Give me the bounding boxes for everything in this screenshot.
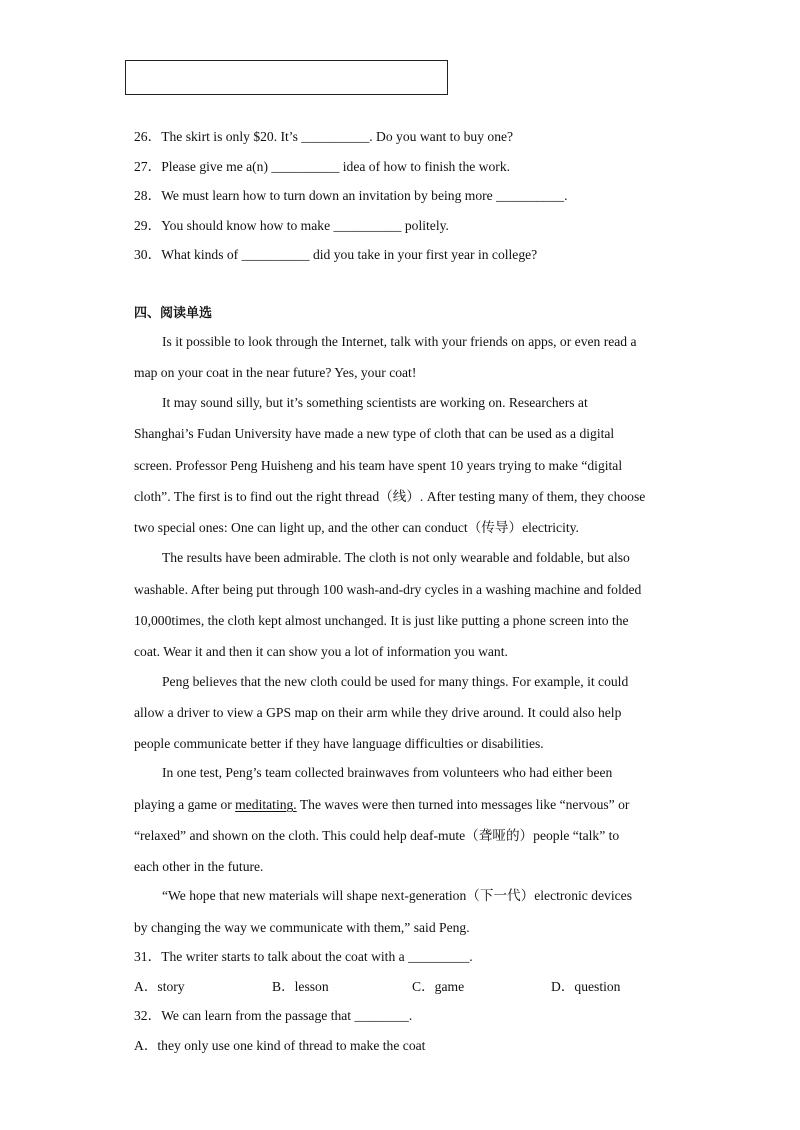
passage-line: each other in the future. — [134, 859, 264, 874]
question-31: 31．The writer starts to talk about the coat with a _________. — [134, 949, 473, 964]
option-a: A．story — [134, 979, 185, 994]
question-28: 28．We must learn how to turn down an invitation by being more __________. — [134, 188, 568, 203]
question-32: 32．We can learn from the passage that ________. — [134, 1008, 413, 1023]
passage-line: by changing the way we communicate with them,” said Peng. — [134, 920, 470, 935]
passage-line: It may sound silly, but it’s something scientists are working on. Researchers at — [162, 395, 588, 410]
name-box — [125, 60, 448, 95]
underlined-word: meditating. — [235, 797, 297, 812]
option-c: C．game — [412, 979, 465, 994]
passage-line: people communicate better if they have language difficulties or disabilities. — [134, 736, 544, 751]
passage-line: map on your coat in the near future? Yes, your coat! — [134, 365, 417, 380]
option-b: B．lesson — [272, 979, 329, 994]
passage-line: cloth”. The first is to find out the right thread（线）. After testing many of them, they choose — [134, 489, 646, 504]
passage-line: screen. Professor Peng Huisheng and his team have spent 10 years trying to make “digital — [134, 458, 623, 473]
question-26: 26．The skirt is only $20. It’s __________. Do you want to buy one? — [134, 129, 514, 144]
passage-line: coat. Wear it and then it can show you a lot of information you want. — [134, 644, 508, 659]
passage-line: Is it possible to look through the Internet, talk with your friends on apps, or even read a — [162, 334, 637, 349]
passage-line: washable. After being put through 100 wash-and-dry cycles in a washing machine and folded — [134, 582, 642, 597]
passage-line: The results have been admirable. The cloth is not only wearable and foldable, but also — [162, 550, 630, 565]
passage-line: Peng believes that the new cloth could be used for many things. For example, it could — [162, 674, 629, 689]
question-29: 29．You should know how to make __________ politely. — [134, 218, 449, 233]
passage-line: “relaxed” and shown on the cloth. This could help deaf-mute（聋哑的）people “talk” to — [134, 828, 620, 843]
option-a: A．they only use one kind of thread to make the coat — [134, 1038, 426, 1053]
passage-line: “We hope that new materials will shape next-generation（下一代）electronic devices — [162, 888, 632, 903]
passage-line: playing a game or meditating. The waves were then turned into messages like “nervous” or — [134, 797, 630, 812]
option-d: D．question — [551, 979, 621, 994]
section-heading: 四、阅读单选 — [134, 306, 213, 321]
passage-line: two special ones: One can light up, and the other can conduct（传导）electricity. — [134, 520, 579, 535]
passage-line: In one test, Peng’s team collected brainwaves from volunteers who had either been — [162, 765, 613, 780]
question-30: 30．What kinds of __________ did you take in your first year in college? — [134, 247, 538, 262]
question-27: 27．Please give me a(n) __________ idea of how to finish the work. — [134, 159, 511, 174]
passage-line: Shanghai’s Fudan University have made a new type of cloth that can be used as a digital — [134, 426, 615, 441]
passage-line: allow a driver to view a GPS map on their arm while they drive around. It could also help — [134, 705, 622, 720]
passage-line: 10,000times, the cloth kept almost unchanged. It is just like putting a phone screen into the — [134, 613, 629, 628]
